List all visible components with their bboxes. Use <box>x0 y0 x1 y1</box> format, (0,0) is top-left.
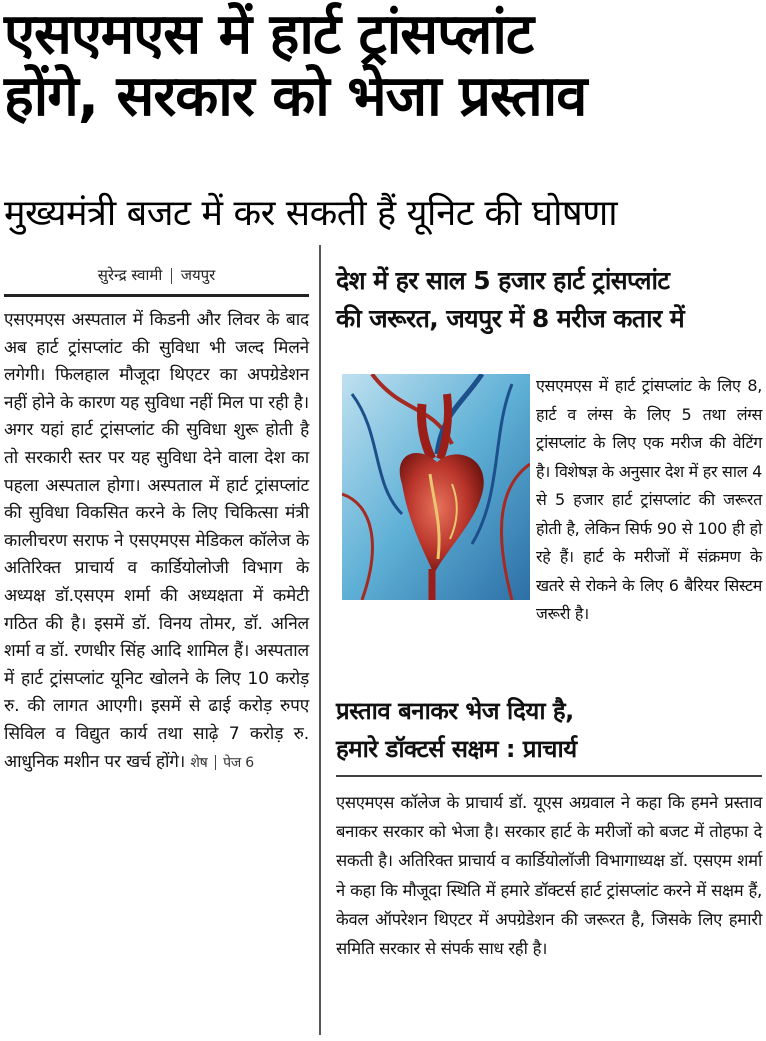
headline-line-2: होंगे, सरकार को भेजा प्रस्ताव <box>4 64 587 129</box>
headline-line-1: एसएमएस में हार्ट ट्रांसप्लांट <box>4 2 534 67</box>
image-float-spacer <box>336 372 536 604</box>
story1-body-text: एसएमएस में हार्ट ट्रांसप्लांट के लिए 8, हार्ट व लंग्स के लिए 5 तथा लंग्स ट्रांसप्लांट के लिए एक मरीज की वेटिंग है। विशेषज्ञ के अनुसार देश में हर साल 4 से 5 हजार हार्ट ट्रांसप्लांट की जरूरत होती है, लेकिन सिर्फ 90 से 100 ही हो रहे हैं। हार्ट के मरीजों में संक्रमण के खतरे से रोकने के लिए 6 बैरियर सिस्टम जरूरी है। <box>536 376 762 623</box>
subheadline: मुख्यमंत्री बजट में कर सकती हैं यूनिट की घोषणा <box>4 193 618 234</box>
byline <box>4 262 309 286</box>
story1-body <box>336 372 762 629</box>
column-divider <box>319 245 321 1035</box>
story2-heading-line-2: हमारे डॉक्टर्स सक्षम : प्राचार्य <box>336 735 577 763</box>
continuation-page: पेज 6 <box>223 754 254 771</box>
story1-heading-line-2: की जरूरत, जयपुर में 8 मरीज कतार में <box>336 304 685 333</box>
byline-city: जयपुर <box>180 266 216 284</box>
story2-rule <box>336 775 762 777</box>
story1-heading-line-1: देश में हर साल 5 हजार हार्ट ट्रांसप्लांट <box>336 266 670 295</box>
left-column <box>4 262 309 1037</box>
story2-heading <box>336 692 762 768</box>
byline-author: सुरेन्द्र स्वामी <box>97 266 163 284</box>
headline <box>4 4 764 128</box>
right-column <box>336 262 762 1037</box>
left-article-text: एसएमएस अस्पताल में किडनी और लिवर के बाद अब हार्ट ट्रांसप्लांट की सुविधा भी जल्द मिलने लगेगी। फिलहाल मौजूदा थिएटर का अपग्रेडेशन नहीं होने के कारण यह सुविधा नहीं मिल पा रही है। अगर यहां हार्ट ट्रांसप्लांट की सुविधा शुरू होती है तो सरकारी स्तर पर यह सुविधा देने वाला देश का पहला अस्पताल होगा। अस्पताल में हार्ट ट्रांसप्लांट की सुविधा विकसित करने के लिए चिकित्सा मंत्री कालीचरण सराफ ने एसएमएस मेडिकल कॉलेज के अतिरिक्त प्राचार्य व कार्डियोलोजी विभाग के अध्यक्ष डॉ.एसएम शर्मा की अध्यक्षता में कमेटी गठित की है। इसमें डॉ. विनय तोमर, डॉ. अनिल शर्मा व डॉ. रणधीर सिंह आदि शामिल हैं। अस्पताल में हार्ट ट्रांसप्लांट यूनिट खोलने के लिए 10 करोड़ रु. की लागत आएगी। इसमें से ढाई करोड़ रुपए सिविल व विद्युत कार्य तथा साढ़े 7 करोड़ रु. आधुनिक मशीन पर खर्च होंगे। <box>4 310 309 772</box>
byline-separator <box>171 268 172 284</box>
story2-heading-line-1: प्रस्ताव बनाकर भेज दिया है, <box>336 697 574 725</box>
story1-heading <box>336 262 762 338</box>
continuation-label: शेष <box>190 754 208 771</box>
story2-body: एसएमएस कॉलेज के प्राचार्य डॉ. यूएस अग्रवाल ने कहा कि हमने प्रस्ताव बनाकर सरकार को भेजा है। सरकार हार्ट के मरीजों को बजट में तोहफा दे सकती है। अतिरिक्त प्राचार्य व कार्डियोलॉजी विभागाध्यक्ष डॉ. एसएम शर्मा ने कहा कि मौजूदा स्थिति में हमारे डॉक्टर्स हार्ट ट्रांसप्लांट करने में सक्षम हैं, केवल ऑपरेशन थिएटर में अपग्रेडेशन की जरूरत है, जिसके लिए हमारी समिति सरकार से संपर्क साध रही है। <box>336 793 762 959</box>
continuation-marker <box>190 755 254 771</box>
byline-rule <box>4 294 309 297</box>
continuation-separator <box>215 755 216 770</box>
left-article-body <box>4 307 309 777</box>
